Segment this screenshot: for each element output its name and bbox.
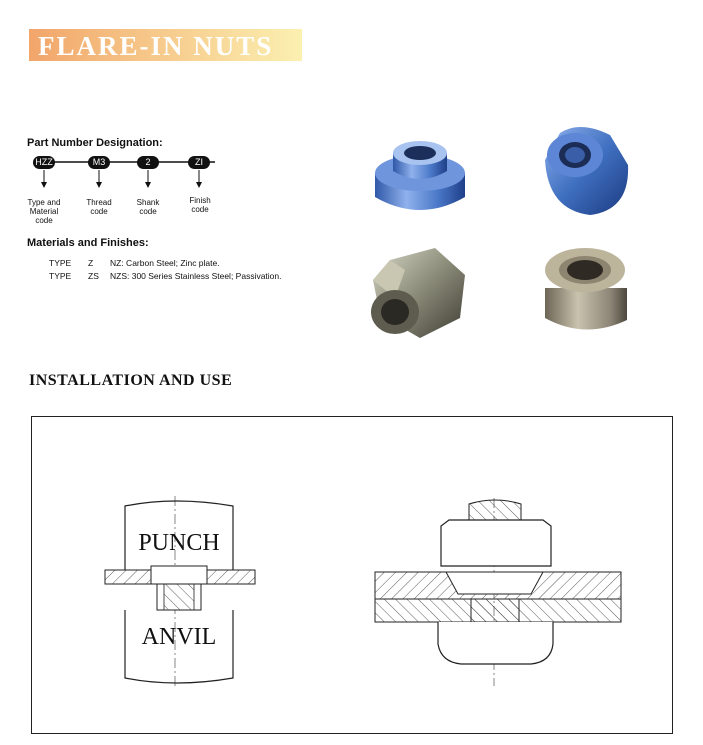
code-pill-thread: M3 [88,156,110,169]
arrow-icon [41,170,47,188]
arrow-icon [145,170,151,188]
code-label-shank: Shank code [136,198,160,216]
material-type: TYPE [49,271,72,281]
punch-anvil-drawing [105,496,255,686]
stainless-hex-nut-top-image [537,240,637,345]
screw-thread-top [469,500,521,520]
code-label-type: Type and Material code [27,198,61,225]
nut-thread [164,584,194,610]
code-pill-type: HZZ [33,156,55,169]
arrow-icon [196,170,202,188]
anvil-label: ANVIL [141,624,217,650]
stainless-hex-nut-side-image [365,240,475,345]
materials-heading: Materials and Finishes: [27,237,149,249]
material-code: Z [88,258,94,268]
installed-nut-drawing [375,498,621,686]
page-title: FLARE-IN NUTS [38,31,274,61]
code-label-finish: Finish code [189,196,211,214]
screw-thread-bottom [471,599,519,622]
part-number-heading: Part Number Designation: [27,137,163,149]
arrow-icon [96,170,102,188]
flare-section [446,572,543,594]
code-pill-finish: ZI [188,156,210,169]
material-desc: NZ: Carbon Steel; Zinc plate. [110,258,220,268]
punch-label: PUNCH [138,530,220,556]
material-desc: NZS: 300 Series Stainless Steel; Passivation. [110,271,282,281]
installation-diagram [31,416,673,734]
nut-head [441,520,551,566]
material-code: ZS [88,271,99,281]
base-outline [438,622,553,664]
code-label-thread: Thread code [86,198,112,216]
installation-heading: INSTALLATION AND USE [29,372,233,389]
material-type: TYPE [49,258,72,268]
blue-flare-nut-side-image [365,115,475,225]
code-pill-shank: 2 [137,156,159,169]
blue-flare-nut-angled-image [530,115,640,225]
